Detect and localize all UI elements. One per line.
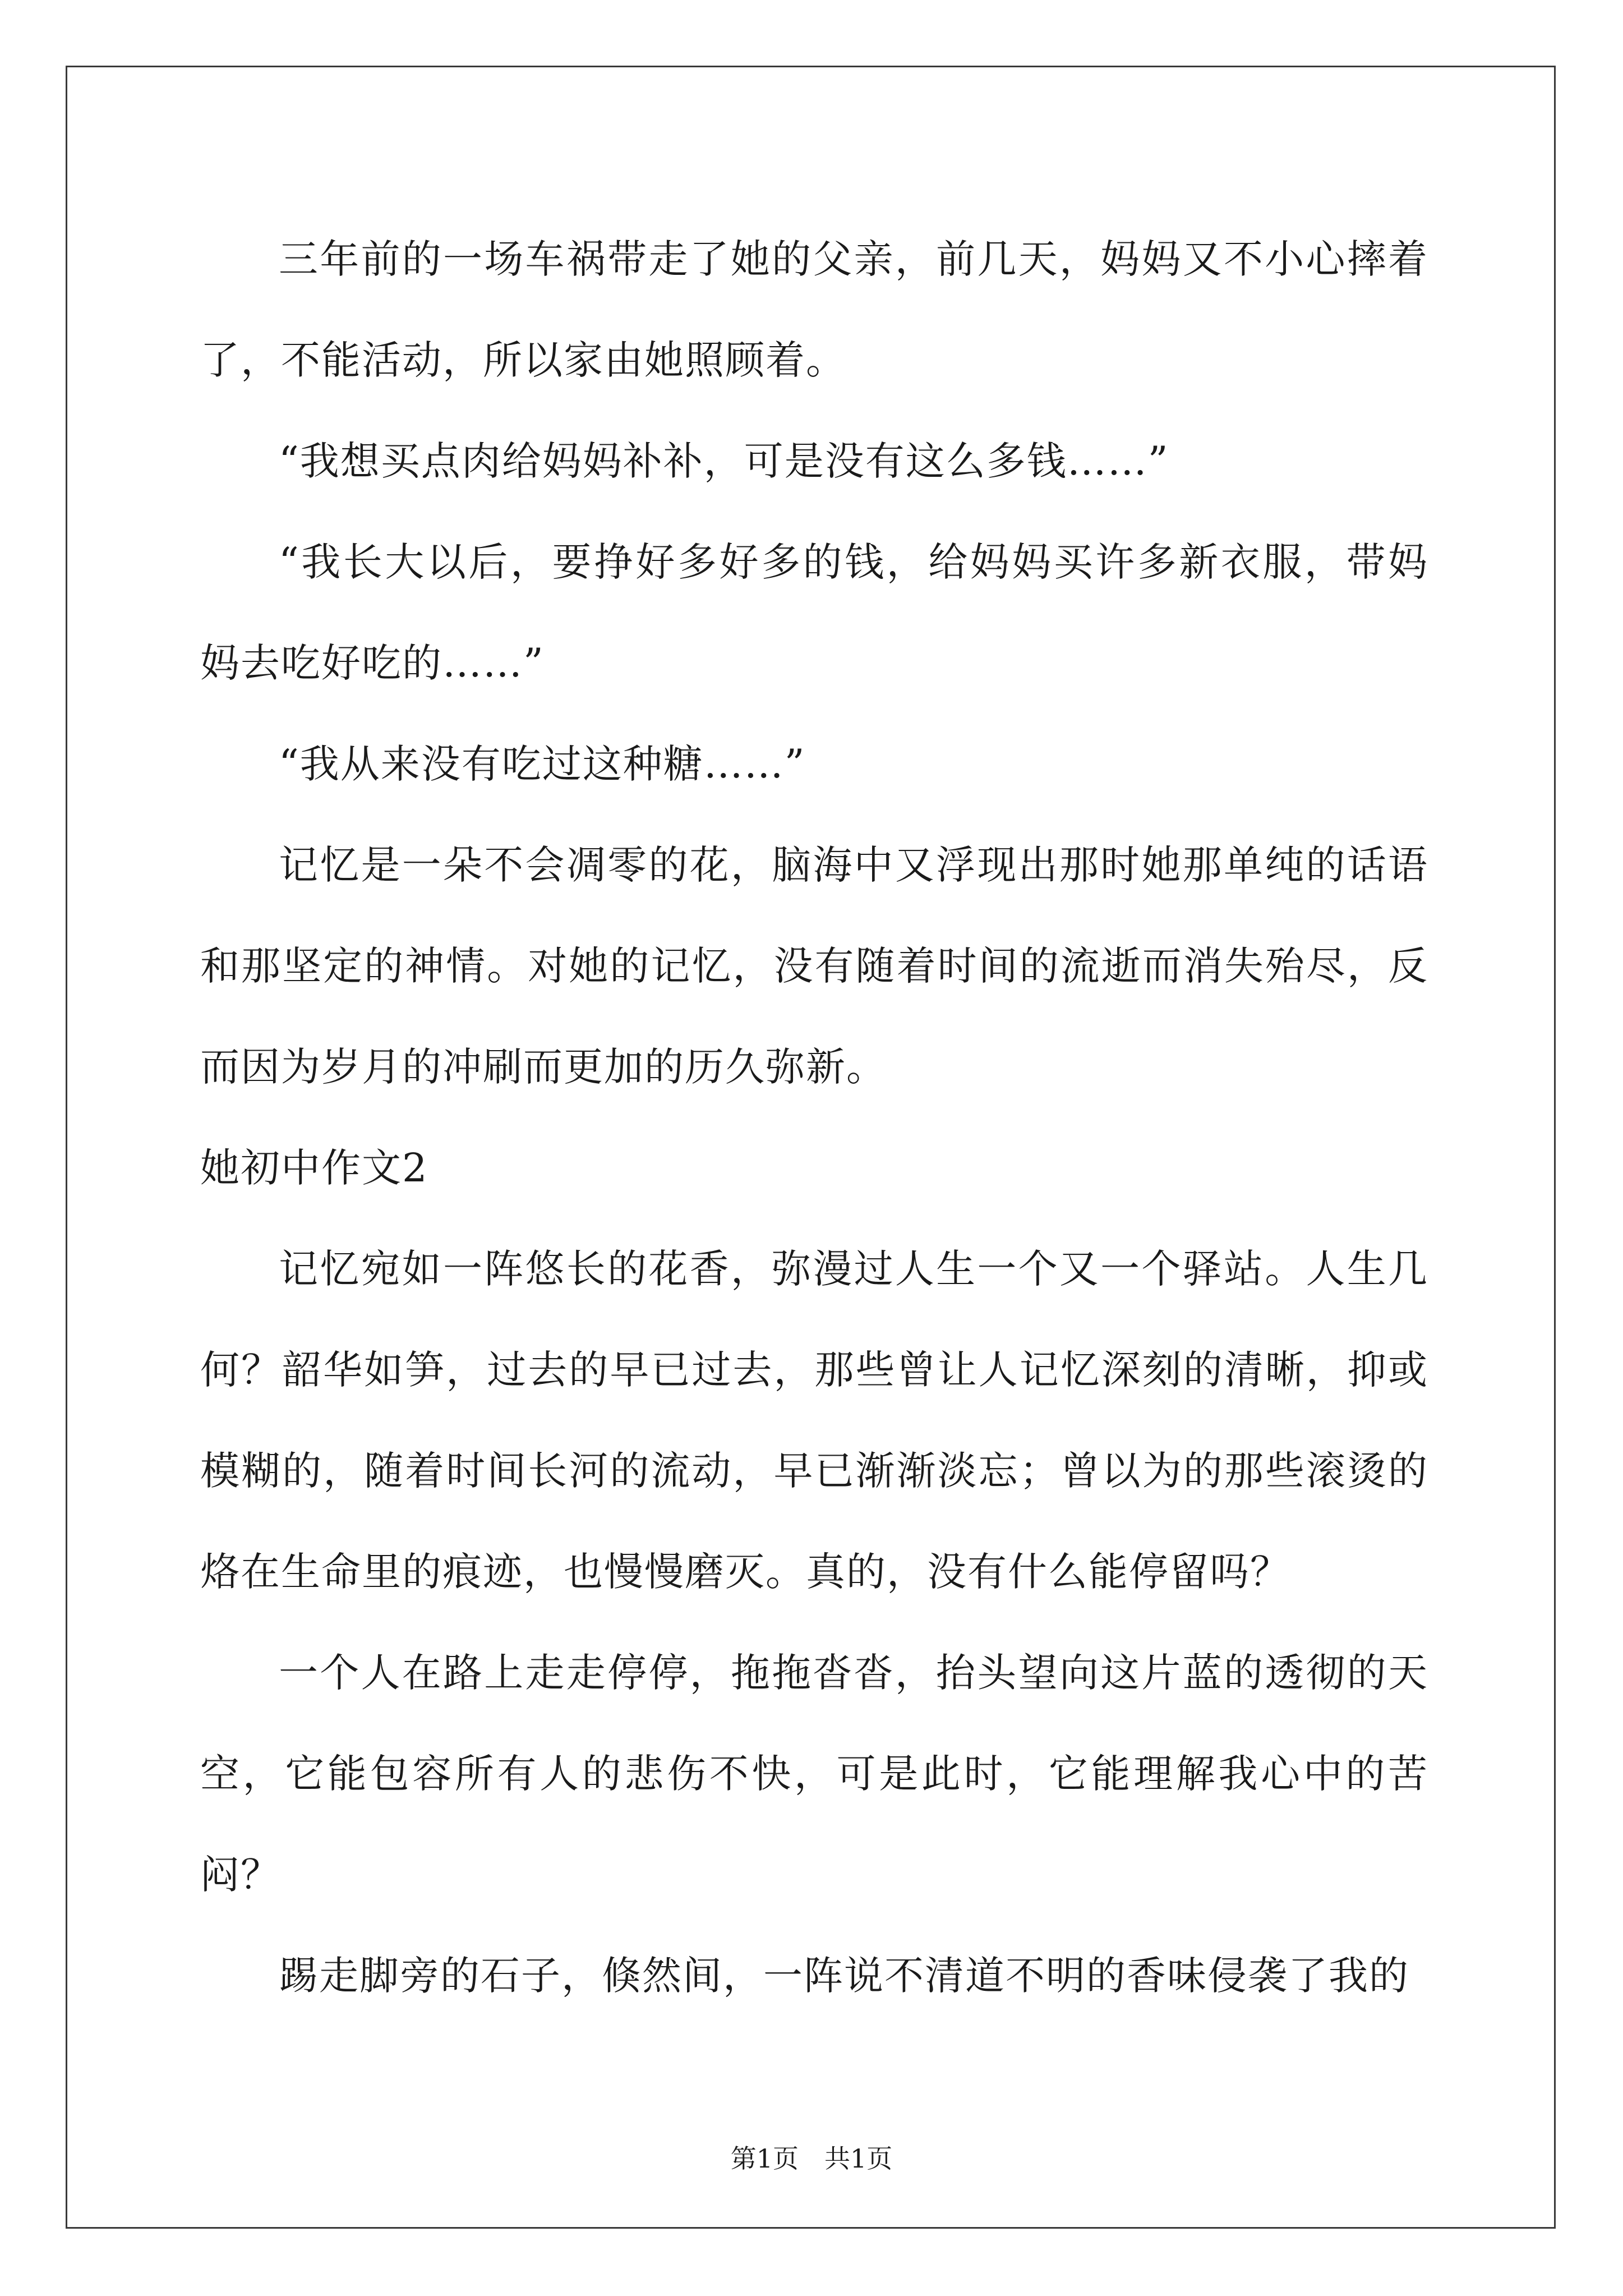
document-body [200, 209, 1428, 2026]
paragraph: 记忆宛如一阵悠长的花香，弥漫过人生一个又一个驿站。人生几何？韶华如笋，过去的早已过去，那些曾让人记忆深刻的清晰，抑或模糊的，随着时间长河的流动，早已渐渐淡忘；曾以为的那些滚烫的烙在生命里的痕迹，也慢慢磨灭。真的，没有什么能停留吗？ [200, 1246, 1428, 1595]
paragraph: 一个人在路上走走停停，拖拖沓沓，抬头望向这片蓝的透彻的天空，它能包容所有人的悲伤不快，可是此时，它能理解我心中的苦闷？ [200, 1650, 1428, 1898]
paragraph: “我想买点肉给妈妈补补，可是没有这么多钱……” [279, 438, 1169, 484]
section-heading: 她初中作文2 [200, 1145, 428, 1191]
paragraph: 踢走脚旁的石子，倏然间，一阵说不清道不明的香味侵袭了我的 [279, 1953, 1409, 1999]
page-footer: 第1页 共1页 [730, 2143, 893, 2174]
paragraph: 记忆是一朵不会凋零的花，脑海中又浮现出那时她那单纯的话语和那坚定的神情。对她的记忆，没有随着时间的流逝而消失殆尽，反而因为岁月的冲刷而更加的历久弥新。 [200, 842, 1428, 1090]
paragraph: “我从来没有吃过这种糖……” [279, 741, 806, 787]
paragraph: 三年前的一场车祸带走了她的父亲，前几天，妈妈又不小心摔着了，不能活动，所以家由她照顾着。 [200, 236, 1428, 383]
paragraph: “我长大以后，要挣好多好多的钱，给妈妈买许多新衣服，带妈妈去吃好吃的……” [200, 539, 1428, 686]
